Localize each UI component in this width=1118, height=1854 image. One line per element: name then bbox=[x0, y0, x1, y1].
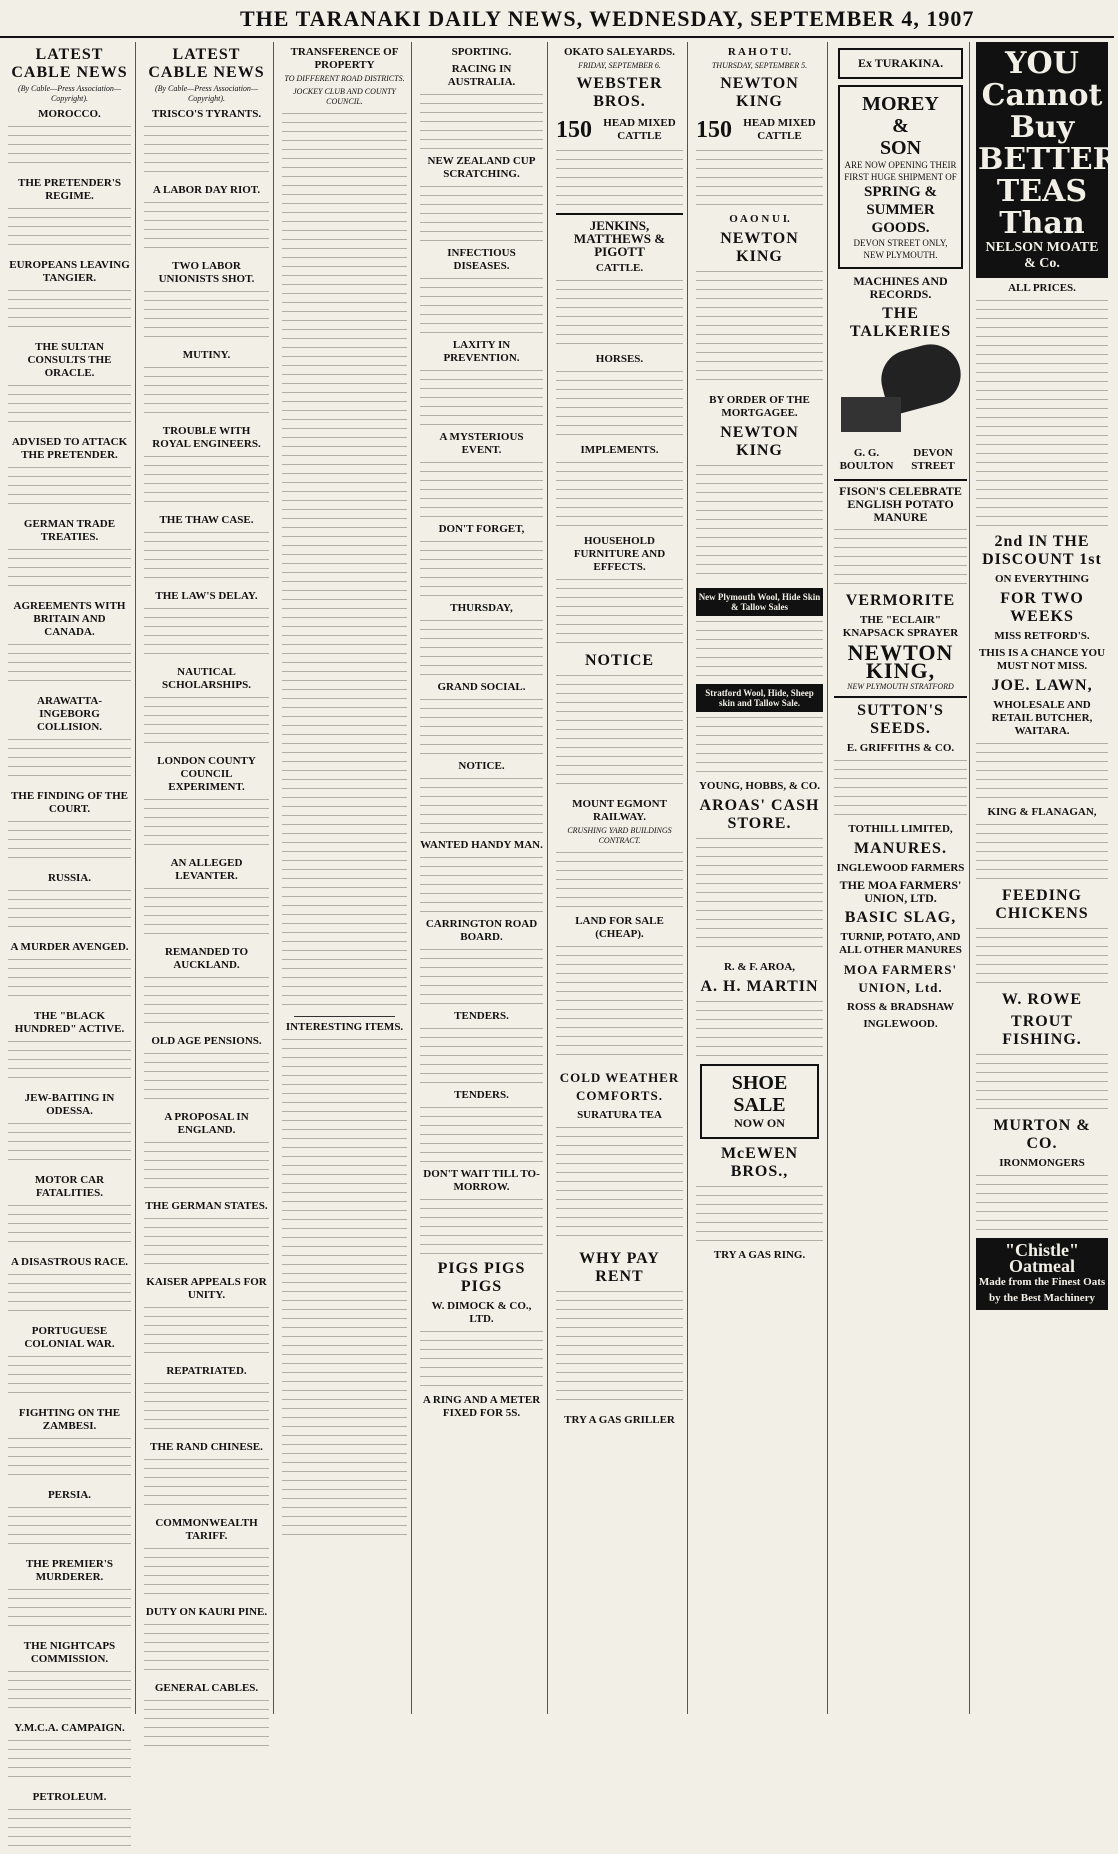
article-text bbox=[8, 818, 131, 866]
section-heading: TROUBLE WITH ROYAL ENGINEERS. bbox=[152, 425, 261, 450]
ad-text bbox=[556, 672, 683, 792]
column-heading: OKATO SALEYARDS. bbox=[563, 46, 676, 58]
article-text bbox=[420, 696, 543, 754]
ad-text bbox=[696, 835, 823, 955]
section-heading: A MURDER AVENGED. bbox=[10, 941, 129, 953]
head-count: 150 bbox=[556, 117, 592, 143]
section-heading: THE GERMAN STATES. bbox=[145, 1200, 268, 1212]
section-heading: TRISCO'S TYRANTS. bbox=[151, 108, 262, 120]
article-text bbox=[420, 367, 543, 425]
ad-text bbox=[420, 1328, 543, 1388]
article-text bbox=[144, 1621, 269, 1676]
cannot: Cannot bbox=[981, 78, 1103, 113]
land-sale: LAND FOR SALE (CHEAP). bbox=[575, 915, 664, 940]
section-heading: AGREEMENTS WITH BRITAIN AND CANADA. bbox=[13, 600, 126, 638]
section-heading: WANTED HANDY MAN. bbox=[420, 839, 543, 851]
ad-text bbox=[556, 1124, 683, 1244]
section-heading: LONDON COUNTY COUNCIL EXPERIMENT. bbox=[157, 755, 256, 793]
oaonui: O A O N U I. bbox=[729, 213, 790, 225]
griffiths: E. GRIFFITHS & CO. bbox=[846, 742, 955, 754]
column-cable-news-1 bbox=[4, 42, 136, 1803]
mcewen: McEWEN BROS., bbox=[720, 1145, 799, 1180]
column-tea-ads bbox=[974, 42, 1118, 1714]
devon-street: DEVON STREET ONLY, NEW PLYMOUTH. bbox=[853, 238, 948, 260]
section-heading: A DISASTROUS RACE. bbox=[10, 1256, 129, 1268]
article-text bbox=[420, 459, 543, 517]
section-heading: THE PRETENDER'S REGIME. bbox=[18, 177, 121, 202]
article-text bbox=[144, 796, 269, 851]
ad-text bbox=[976, 740, 1108, 800]
section-heading: EUROPEANS LEAVING TANGIER. bbox=[9, 259, 130, 284]
section-heading: THE RAND CHINESE. bbox=[150, 1441, 263, 1453]
article-text bbox=[144, 1050, 269, 1105]
article-text bbox=[8, 382, 131, 430]
classifieds bbox=[976, 297, 1108, 527]
murton: MURTON & CO. bbox=[993, 1117, 1091, 1152]
shoe-sale-sub: NOW ON bbox=[734, 1116, 785, 1130]
article-text bbox=[8, 1737, 131, 1785]
feeding-chickens: FEEDING CHICKENS bbox=[995, 887, 1089, 922]
basic-slag: BASIC SLAG, bbox=[844, 909, 957, 926]
king-flanagan: KING & FLANAGAN, bbox=[987, 806, 1097, 818]
article-text bbox=[556, 277, 683, 347]
article-text bbox=[8, 546, 131, 594]
section-heading: MUTINY. bbox=[182, 349, 231, 361]
all-prices: ALL PRICES. bbox=[1008, 282, 1076, 294]
ad-text bbox=[696, 714, 823, 774]
section-heading: THE "BLACK HUNDRED" ACTIVE. bbox=[14, 1010, 125, 1035]
inglewood: INGLEWOOD. bbox=[863, 1018, 938, 1030]
article-text bbox=[144, 1215, 269, 1270]
section-heading: THE THAW CASE. bbox=[159, 514, 254, 526]
section-heading: NAUTICAL SCHOLARSHIPS. bbox=[162, 666, 251, 691]
section-heading: GENERAL CABLES. bbox=[154, 1682, 259, 1694]
comforts-title: COLD WEATHER COMFORTS. bbox=[559, 1070, 680, 1103]
pigs-ad: PIGS PIGS PIGS bbox=[437, 1260, 526, 1295]
ad-text bbox=[556, 943, 683, 1063]
boulton: G. G. BOULTON bbox=[839, 447, 894, 472]
notice: NOTICE bbox=[584, 652, 655, 669]
vermorite: VERMORITE bbox=[845, 592, 956, 609]
column-heading: LATEST CABLE NEWS bbox=[148, 46, 265, 81]
article-text bbox=[8, 736, 131, 784]
section-heading: JEW-BAITING IN ODESSA. bbox=[24, 1092, 115, 1117]
section-heading: REMANDED TO AUCKLAND. bbox=[164, 946, 249, 971]
tothill: TOTHILL LIMITED, bbox=[848, 823, 953, 835]
railway: MOUNT EGMONT RAILWAY. bbox=[572, 798, 667, 823]
section-heading: KAISER APPEALS FOR UNITY. bbox=[146, 1276, 267, 1301]
ad-text bbox=[976, 821, 1108, 881]
firm-name: JENKINS, MATTHEWS & PIGOTT bbox=[573, 218, 666, 259]
section-heading: PORTUGUESE COLONIAL WAR. bbox=[24, 1325, 115, 1350]
article-text bbox=[556, 368, 683, 438]
article-text bbox=[8, 1586, 131, 1634]
subheading: TO DIFFERENT ROAD DISTRICTS. bbox=[284, 74, 405, 83]
article-text bbox=[8, 1806, 131, 1854]
section-heading: DON'T FORGET, bbox=[438, 523, 525, 535]
ad-text bbox=[696, 1183, 823, 1243]
section-heading: FIGHTING ON THE ZAMBESI. bbox=[18, 1407, 121, 1432]
dimock-ad: W. DIMOCK & CO., LTD. bbox=[431, 1300, 532, 1325]
section-heading: THE PREMIER'S MURDERER. bbox=[25, 1558, 114, 1583]
article-text bbox=[144, 529, 269, 584]
shoe-sale: SHOE SALE bbox=[731, 1072, 788, 1116]
section-heading: PETROLEUM. bbox=[32, 1791, 107, 1803]
aroas-store: AROAS' CASH STORE. bbox=[699, 797, 820, 832]
article-text bbox=[144, 885, 269, 940]
stratford-sale-text: Stratford Wool, Hide, Sheep skin and Tallow Sale. bbox=[705, 688, 814, 708]
trout-fishing: TROUT FISHING. bbox=[1002, 1013, 1082, 1048]
section-heading: TWO LABOR UNIONISTS SHOT. bbox=[158, 260, 255, 285]
section-heading: A PROPOSAL IN ENGLAND. bbox=[164, 1111, 249, 1136]
article-text bbox=[144, 288, 269, 343]
article-text bbox=[144, 1456, 269, 1511]
on-everything: ON EVERYTHING bbox=[994, 573, 1090, 585]
article-text bbox=[420, 91, 543, 149]
opening-text: ARE NOW OPENING THEIR FIRST HUGE SHIPMENT OF bbox=[844, 160, 957, 182]
gas-ring: TRY A GAS RING. bbox=[713, 1249, 806, 1261]
ironmongers: IRONMONGERS bbox=[999, 1157, 1085, 1169]
head-count: 150 bbox=[696, 117, 732, 143]
article-text bbox=[144, 974, 269, 1029]
column-ads bbox=[832, 42, 970, 1714]
oatmeal: Oatmeal bbox=[1009, 1256, 1075, 1276]
section-heading: HORSES. bbox=[595, 353, 644, 365]
turakina: Ex TURAKINA. bbox=[857, 56, 944, 70]
section-heading: OLD AGE PENSIONS. bbox=[151, 1035, 262, 1047]
manures: MANURES. bbox=[854, 840, 947, 857]
section-heading: THE LAW'S DELAY. bbox=[155, 590, 258, 602]
article-text bbox=[282, 1036, 407, 1536]
head-text: HEAD MIXED CATTLE bbox=[603, 117, 676, 142]
ad-text bbox=[556, 849, 683, 909]
gas-griller: TRY A GAS GRILLER bbox=[564, 1414, 675, 1426]
section-heading: NOTICE. bbox=[458, 760, 505, 772]
spring-goods: SPRING & SUMMER GOODS. bbox=[864, 184, 937, 236]
article-text bbox=[420, 775, 543, 833]
section-heading: LAXITY IN PREVENTION. bbox=[443, 339, 520, 364]
article-text bbox=[8, 287, 131, 335]
article-text bbox=[8, 1120, 131, 1168]
shoe-sale-ad bbox=[700, 1064, 819, 1139]
section-heading: DON'T WAIT TILL TO-MORROW. bbox=[423, 1168, 540, 1193]
talkeries: THE TALKERIES bbox=[849, 305, 952, 340]
nelson-moate: NELSON MOATE & Co. bbox=[985, 240, 1099, 271]
section-heading: CATTLE. bbox=[595, 262, 644, 274]
inglewood-farmers: INGLEWOOD FARMERS bbox=[836, 862, 965, 874]
column-sporting bbox=[416, 42, 548, 1714]
mortgage-notice: BY ORDER OF THE MORTGAGEE. bbox=[709, 394, 810, 419]
ad-text bbox=[834, 757, 967, 817]
railway-sub: CRUSHING YARD BUILDINGS CONTRACT. bbox=[567, 826, 672, 845]
masthead bbox=[0, 6, 1114, 38]
two-weeks: FOR TWO WEEKS bbox=[1000, 590, 1084, 625]
moa-union-2: MOA FARMERS' UNION, Ltd. bbox=[843, 962, 958, 995]
ad-text bbox=[976, 925, 1108, 985]
suttons-seeds: SUTTON'S SEEDS. bbox=[857, 702, 944, 737]
section-heading: PERSIA. bbox=[47, 1489, 92, 1501]
section-heading: IMPLEMENTS. bbox=[580, 444, 659, 456]
newton-places: NEW PLYMOUTH STRATFORD bbox=[847, 682, 954, 691]
section-heading: THE FINDING OF THE COURT. bbox=[10, 790, 129, 815]
article-text bbox=[144, 1545, 269, 1600]
aroas-firm: R. & F. AROA, bbox=[723, 961, 796, 973]
section-heading: Y.M.C.A. CAMPAIGN. bbox=[14, 1722, 125, 1734]
turakina-ad bbox=[838, 48, 963, 79]
hides-sale-banner bbox=[696, 588, 823, 616]
teas: TEAS bbox=[996, 174, 1088, 209]
article-text bbox=[420, 617, 543, 675]
butcher: WHOLESALE AND RETAIL BUTCHER, WAITARA. bbox=[991, 699, 1093, 737]
section-heading: GERMAN TRADE TREATIES. bbox=[23, 518, 116, 543]
section-heading: THE SULTAN CONSULTS THE ORACLE. bbox=[27, 341, 112, 379]
column-heading: LATEST CABLE NEWS bbox=[11, 46, 128, 81]
article-text bbox=[144, 1139, 269, 1194]
joe-lawn: JOE. LAWN, bbox=[991, 677, 1093, 694]
young-hobbs: YOUNG, HOBBS, & CO. bbox=[698, 780, 820, 792]
son: SON bbox=[879, 137, 922, 159]
article-text bbox=[144, 199, 269, 254]
article-text bbox=[420, 183, 543, 241]
section-heading: REPATRIATED. bbox=[166, 1365, 247, 1377]
firm-name: NEWTON KING bbox=[720, 424, 799, 459]
section-heading: INFECTIOUS DISEASES. bbox=[447, 247, 516, 272]
article-text bbox=[8, 887, 131, 935]
article-text bbox=[556, 459, 683, 529]
than: Than bbox=[999, 206, 1085, 241]
ring-ad: A RING AND A METER FIXED FOR 5S. bbox=[422, 1394, 541, 1419]
section-heading: ARAWATTA-INGEBORG COLLISION. bbox=[36, 695, 103, 733]
article-text bbox=[8, 464, 131, 512]
hides-sale-text: New Plymouth Wool, Hide Skin & Tallow Sales bbox=[698, 592, 821, 612]
article-text bbox=[144, 364, 269, 419]
column-heading: R A H O T U. bbox=[727, 46, 792, 58]
article-text bbox=[144, 605, 269, 660]
chance: THIS IS A CHANCE YOU MUST NOT MISS. bbox=[978, 647, 1106, 672]
subheading: JOCKEY CLUB AND COUNTY COUNCIL. bbox=[293, 87, 396, 106]
better: BETTER bbox=[978, 142, 1118, 177]
w-rowe: W. ROWE bbox=[1001, 991, 1083, 1008]
column-cable-news-2 bbox=[140, 42, 274, 1714]
article-text bbox=[144, 1380, 269, 1435]
section-heading: INTERESTING ITEMS. bbox=[285, 1021, 404, 1033]
stratford-sale-banner bbox=[696, 684, 823, 712]
newton-king-big: NEWTON KING, bbox=[847, 640, 954, 683]
martin: A. H. MARTIN bbox=[700, 978, 819, 995]
ad-text bbox=[834, 526, 967, 586]
section-heading: DUTY ON KAURI PINE. bbox=[145, 1606, 268, 1618]
newspaper-title: THE TARANAKI DAILY NEWS, WEDNESDAY, SEPTEMBER 4, 1907 bbox=[240, 6, 975, 31]
section-heading: ADVISED TO ATTACK THE PRETENDER. bbox=[11, 436, 128, 461]
article-text bbox=[144, 453, 269, 508]
ross-bradshaw: ROSS & BRADSHAW bbox=[847, 1001, 954, 1013]
section-heading: CARRINGTON ROAD BOARD. bbox=[425, 918, 538, 943]
machines-records: MACHINES AND RECORDS. bbox=[853, 274, 948, 301]
morey: MOREY bbox=[862, 93, 939, 115]
ad-text bbox=[696, 618, 823, 678]
eclair-sprayer: THE "ECLAIR" KNAPSACK SPRAYER bbox=[842, 614, 959, 639]
article-text bbox=[420, 538, 543, 596]
discount: 2nd IN THE DISCOUNT 1st bbox=[982, 533, 1102, 568]
article-text bbox=[420, 854, 543, 912]
article-text bbox=[8, 123, 131, 171]
fison-manure: FISON'S CELEBRATE ENGLISH POTATO MANURE bbox=[839, 484, 962, 524]
head-text: HEAD MIXED CATTLE bbox=[743, 117, 816, 142]
section-heading: A MYSTERIOUS EVENT. bbox=[439, 431, 524, 456]
article-text bbox=[420, 1104, 543, 1162]
article-text bbox=[420, 946, 543, 1004]
ad-text bbox=[976, 1051, 1108, 1111]
morey-ad bbox=[838, 85, 963, 269]
section-heading: COMMONWEALTH TARIFF. bbox=[155, 1517, 258, 1542]
you: YOU bbox=[1005, 46, 1079, 81]
ad-text bbox=[696, 147, 823, 207]
article-text bbox=[8, 205, 131, 253]
section-heading: MOTOR CAR FATALITIES. bbox=[34, 1174, 105, 1199]
credit-line: (By Cable—Press Association—Copyright). bbox=[154, 84, 259, 103]
column-rahotu bbox=[692, 42, 828, 1714]
section-heading: GRAND SOCIAL. bbox=[437, 681, 526, 693]
ad-text bbox=[976, 1172, 1108, 1232]
article-text bbox=[8, 1202, 131, 1250]
column-heading: TRANSFERENCE OF PROPERTY bbox=[290, 46, 399, 71]
article-text bbox=[8, 1271, 131, 1319]
turnip-manures: TURNIP, POTATO, AND ALL OTHER MANURES bbox=[839, 931, 962, 956]
article-text bbox=[420, 1025, 543, 1083]
column-saleyards bbox=[552, 42, 688, 1714]
oatmeal-made: Made from the Finest Oats by the Best Machinery bbox=[978, 1276, 1106, 1304]
article-text bbox=[8, 1353, 131, 1401]
devon-st: DEVON STREET bbox=[911, 447, 955, 472]
moa-union: THE MOA FARMERS' UNION, LTD. bbox=[839, 878, 962, 905]
article-text bbox=[8, 1504, 131, 1552]
column-transference bbox=[278, 42, 412, 1714]
article-text bbox=[144, 694, 269, 749]
section-heading: RACING IN AUSTRALIA. bbox=[447, 63, 516, 88]
section-heading: THURSDAY, bbox=[450, 602, 513, 614]
section-heading: AN ALLEGED LEVANTER. bbox=[170, 857, 243, 882]
section-heading: TENDERS. bbox=[454, 1089, 509, 1101]
section-heading: A LABOR DAY RIOT. bbox=[152, 184, 261, 196]
article-text bbox=[420, 1196, 543, 1254]
article-text bbox=[144, 1697, 269, 1752]
article-text bbox=[8, 1435, 131, 1483]
chistle-ad bbox=[976, 1238, 1108, 1310]
ad-text bbox=[696, 998, 823, 1058]
tea-ad bbox=[976, 42, 1118, 278]
article-text bbox=[8, 1038, 131, 1086]
article-text bbox=[8, 641, 131, 689]
sale-date: THURSDAY, SEPTEMBER 5. bbox=[711, 61, 808, 70]
article-text bbox=[556, 576, 683, 646]
article-text bbox=[8, 1668, 131, 1716]
retford: MISS RETFORD'S. bbox=[994, 630, 1090, 642]
section-heading: TENDERS. bbox=[454, 1010, 509, 1022]
section-heading: NEW ZEALAND CUP SCRATCHING. bbox=[427, 155, 536, 180]
buy: Buy bbox=[1009, 110, 1075, 145]
gramophone-image bbox=[841, 347, 961, 437]
section-heading: RUSSIA. bbox=[47, 872, 92, 884]
article-text bbox=[144, 123, 269, 178]
article-text bbox=[144, 1304, 269, 1359]
article-text bbox=[282, 110, 407, 1010]
article-text bbox=[420, 275, 543, 333]
credit-line: (By Cable—Press Association—Copyright). bbox=[17, 84, 122, 103]
suratura: SURATURA TEA bbox=[577, 1109, 662, 1121]
firm-name: NEWTON KING bbox=[720, 75, 799, 110]
chistle: "Chistle" bbox=[1005, 1240, 1079, 1260]
section-heading: MOROCCO. bbox=[38, 108, 101, 120]
section-heading: HOUSEHOLD FURNITURE AND EFFECTS. bbox=[573, 535, 666, 573]
ad-text bbox=[696, 268, 823, 388]
ampersand: & bbox=[892, 115, 909, 137]
ad-text bbox=[556, 1288, 683, 1408]
firm-name: NEWTON KING bbox=[720, 230, 799, 265]
column-heading: SPORTING. bbox=[451, 46, 512, 58]
pay-rent: WHY PAY RENT bbox=[579, 1250, 660, 1285]
auctioneer: WEBSTER BROS. bbox=[576, 75, 663, 110]
sale-date: FRIDAY, SEPTEMBER 6. bbox=[578, 61, 661, 70]
ad-text bbox=[556, 147, 683, 207]
ad-text bbox=[696, 462, 823, 582]
article-text bbox=[8, 956, 131, 1004]
section-heading: THE NIGHTCAPS COMMISSION. bbox=[23, 1640, 116, 1665]
